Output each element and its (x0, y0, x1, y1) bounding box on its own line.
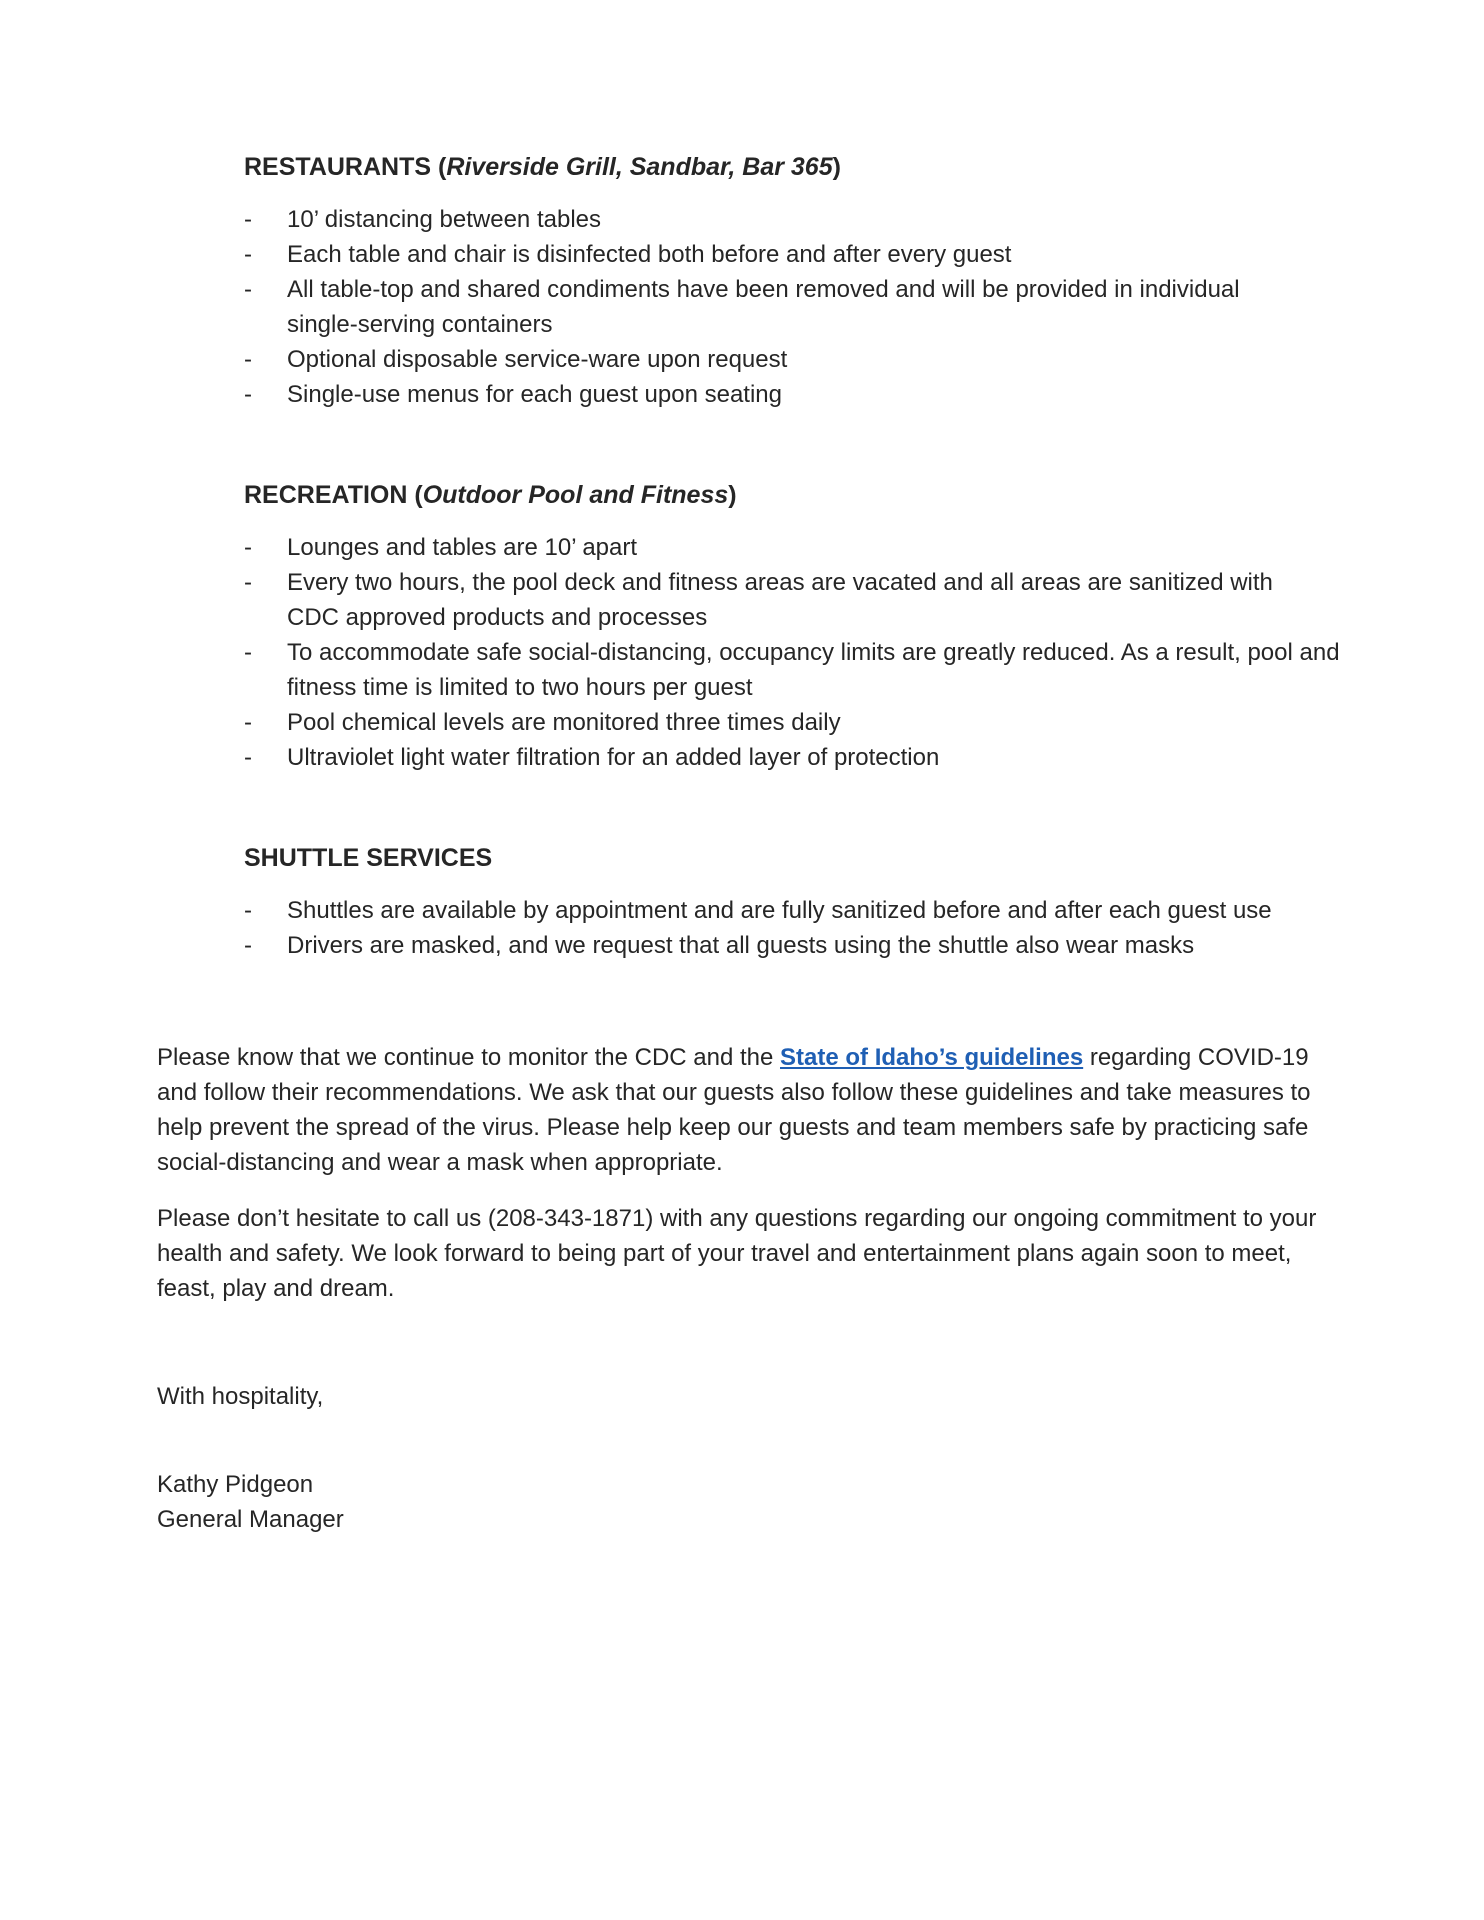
restaurants-section (244, 150, 1364, 412)
list-item: - Lounges and tables are 10’ apart (244, 534, 638, 561)
list-item: - Drivers are masked, and we request that all guests using the shuttle also wear masks (244, 932, 1195, 959)
signature-block (157, 1467, 1337, 1537)
shuttle-heading: SHUTTLE SERVICES (244, 844, 493, 872)
shuttle-section (244, 841, 1364, 963)
list-item: - Single-use menus for each guest upon seating (244, 381, 782, 408)
list-item: - All table-top and shared condiments have been removed and will be provided in individual single-serving containers (244, 276, 1240, 338)
list-item: - Each table and chair is disinfected both before and after every guest (244, 241, 1012, 268)
state-guidelines-link[interactable]: State of Idaho’s guidelines (780, 1044, 1084, 1071)
recreation-heading: RECREATION (Outdoor Pool and Fitness) (244, 481, 737, 509)
list-item: - Shuttles are available by appointment and are fully sanitized before and after each guest use (244, 897, 1272, 924)
list-item: - Optional disposable service-ware upon request (244, 346, 788, 373)
signature-title: General Manager (157, 1506, 344, 1533)
list-item: - Ultraviolet light water filtration for an added layer of protection (244, 744, 940, 771)
shuttle-list (244, 893, 1364, 963)
restaurants-list (244, 202, 1364, 412)
restaurants-heading: RESTAURANTS (Riverside Grill, Sandbar, Bar 365) (244, 153, 841, 181)
list-item: - Pool chemical levels are monitored three times daily (244, 709, 841, 736)
list-item: - Every two hours, the pool deck and fitness areas are vacated and all areas are sanitized with CDC approved products and processes (244, 569, 1273, 631)
list-item: - 10’ distancing between tables (244, 206, 601, 233)
signature-name: Kathy Pidgeon (157, 1471, 314, 1498)
contact-paragraph: Please don’t hesitate to call us (208-343-1871) with any questions regarding our ongoing commitment to your health and safety. We look forward to being part of your travel and entertainment plans again soon to meet, feast, play and dream. (157, 1205, 1317, 1302)
covid-guidelines-paragraph: Please know that we continue to monitor the CDC and the State of Idaho’s guidelines regarding COVID-19 and follow their recommendations. We ask that our guests also follow these guidelines and take measures to help prevent the spread of the virus. Please help keep our guests and team members safe by practicing safe social-distancing and wear a mask when appropriate. (157, 1044, 1311, 1176)
closing-line: With hospitality, (157, 1383, 324, 1410)
recreation-list (244, 530, 1364, 775)
list-item: - To accommodate safe social-distancing, occupancy limits are greatly reduced. As a result, pool and fitness time is limited to two hours per guest (244, 639, 1340, 701)
recreation-section (244, 478, 1364, 775)
